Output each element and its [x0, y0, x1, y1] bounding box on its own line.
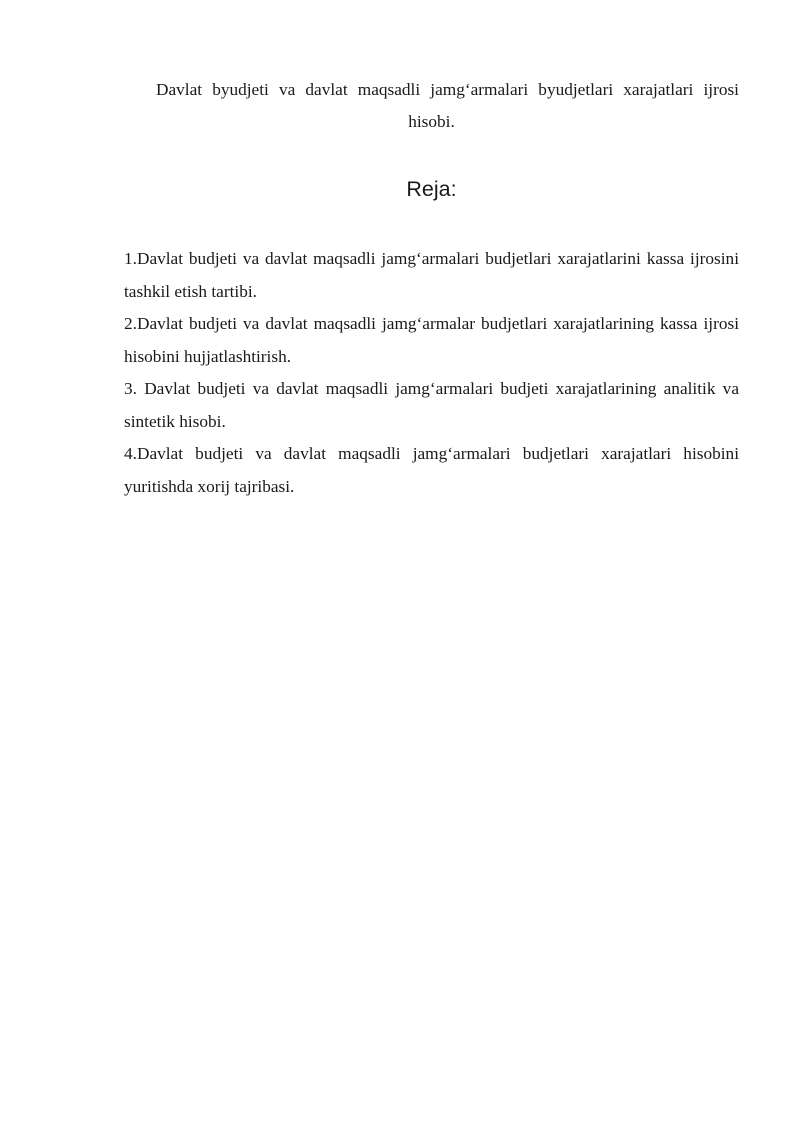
plan-item-3: 3. Davlat budjeti va davlat maqsadli jamg‘armalari budjeti xarajatlarining analitik va sintetik hisobi.	[124, 379, 739, 431]
plan-item-4: 4.Davlat budjeti va davlat maqsadli jamg‘armalari budjetlari xarajatlari hisobini yuritishda xorij tajribasi.	[124, 444, 739, 496]
plan-heading: Reja:	[406, 177, 457, 201]
document-title: Davlat byudjeti va davlat maqsadli jamg‘armalari byudjetlari xarajatlari ijrosi hisobi.	[156, 80, 739, 131]
plan-item-2: 2.Davlat budjeti va davlat maqsadli jamg‘armalar budjetlari xarajatlarining kassa ijrosi hisobini hujjatlashtirish.	[124, 314, 739, 366]
plan-list	[124, 243, 739, 503]
plan-item-1: 1.Davlat budjeti va davlat maqsadli jamg‘armalari budjetlari xarajatlarini kassa ijrosini tashkil etish tartibi.	[124, 249, 739, 301]
